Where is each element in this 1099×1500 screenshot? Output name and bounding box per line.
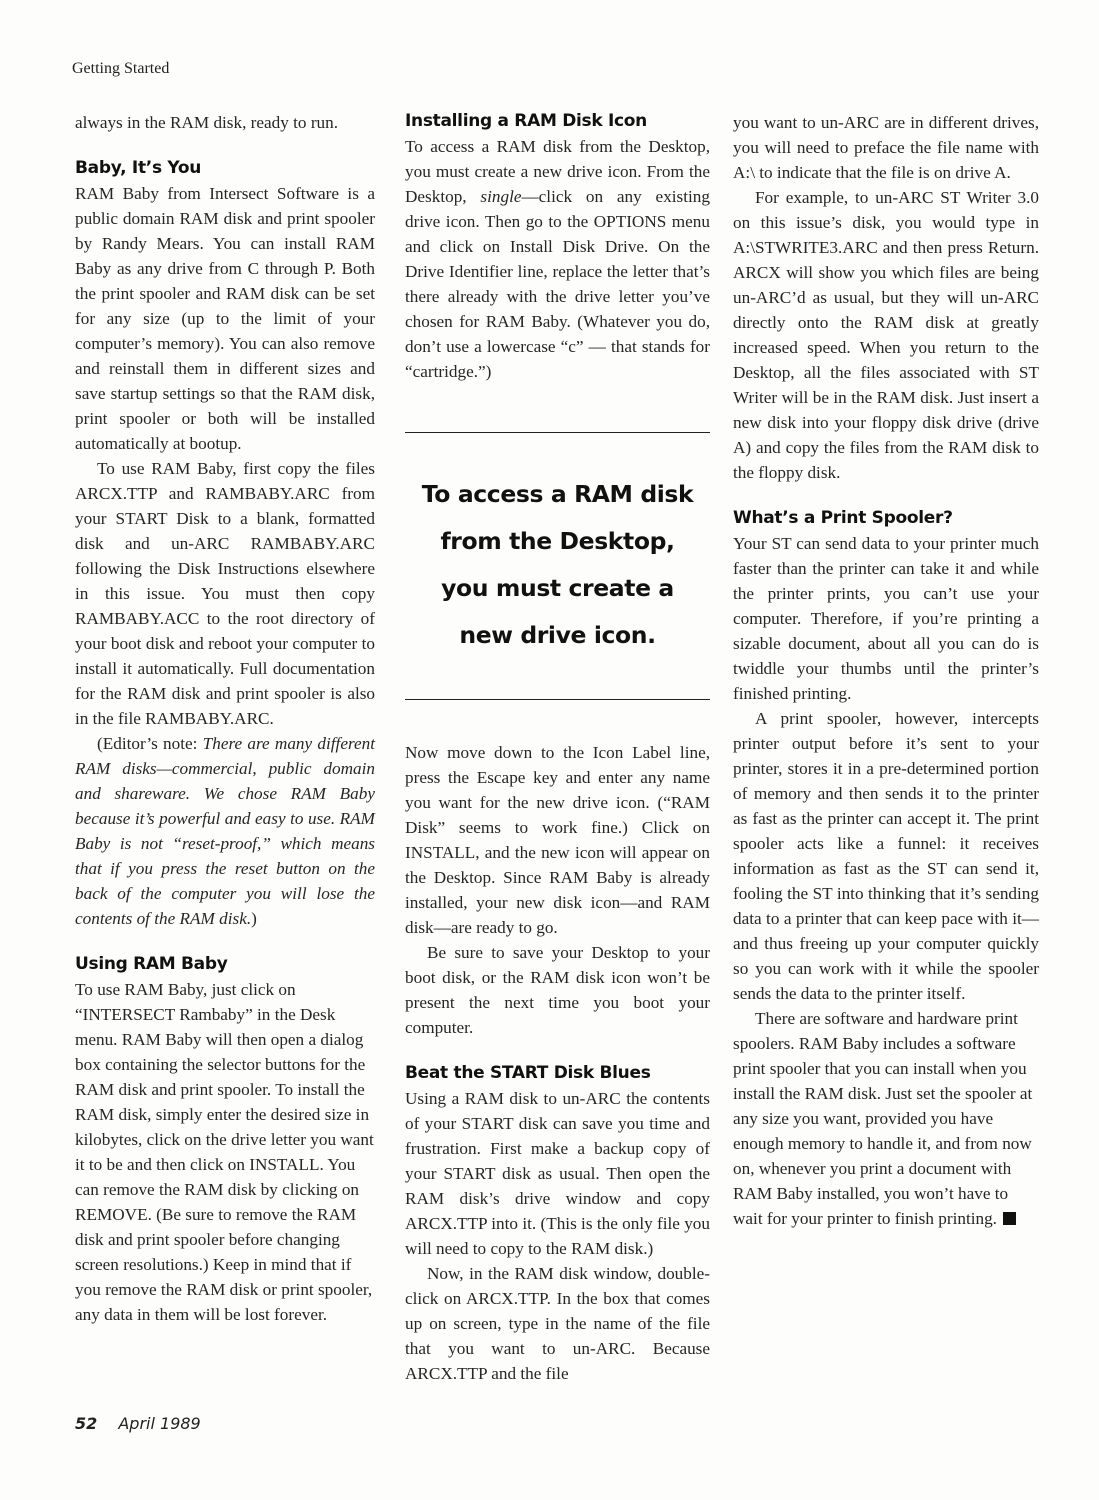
heading-beat-start-disk-blues: Beat the START Disk Blues (405, 1063, 651, 1083)
paragraph: RAM Baby from Intersect Software is a public domain RAM disk and print spooler by Randy Mears. You can install RAM Baby as any drive from C through P. Both the print spooler and RAM disk can be set for any size (up to the limit of your computer’s memory). You can also remove and reinstall them in different sizes and save startup settings so that the RAM disk, print spooler or both will be installed automatically at bootup. (75, 184, 375, 453)
pull-quote-text: To access a RAM disk from the Desktop, you must create a new drive icon. (421, 480, 694, 649)
end-of-article-mark (1003, 1212, 1016, 1225)
pull-quote (405, 432, 710, 700)
text-run-italic: single (480, 187, 522, 206)
paragraph: Now, in the RAM disk window, double-click on ARCX.TTP. In the box that comes up on screen, type in the name of the file that you want to un-ARC. Because ARCX.TTP and the file (405, 1264, 710, 1383)
text-run: There are software and hardware print spoolers. RAM Baby includes a software print spooler that you can install when you install the RAM disk. Just set the spooler at any size you want, provided you have enough memory to handle it, and from now on, whenever you print a document with RAM Baby installed, you won’t have to wait for your printer to finish printing. (733, 1009, 1033, 1228)
editors-note-close: ) (251, 909, 257, 928)
editors-note-body: There are many different RAM disks—commercial, public domain and shareware. We chose RAM Baby because it’s powerful and easy to use. RAM Baby is not “reset-proof,” which means that if you press the reset button on the back of the computer you will lose the contents of the RAM disk. (75, 734, 375, 928)
paragraph: Now move down to the Icon Label line, press the Escape key and enter any name you want for the new drive icon. (“RAM Disk” seems to work fine.) Click on INSTALL, and the new icon will appear on the Desktop. Since RAM Baby is already installed, your new disk icon—and RAM disk—are ready to go. (405, 743, 710, 937)
column-3 (733, 110, 1039, 1231)
closing-paragraph (733, 1006, 1039, 1231)
paragraph: To use RAM Baby, just click on “INTERSECT Rambaby” in the Desk menu. RAM Baby will then open a dialog box containing the selector buttons for the RAM disk and print spooler. To install the RAM disk, simply enter the desired size in kilobytes, click on the drive letter you want it to be and then click on INSTALL. You can remove the RAM disk by clicking on REMOVE. (Be sure to remove the RAM disk and print spooler before changing screen resolutions.) Keep in mind that if you remove the RAM disk or print spooler, any data in them will be lost forever. (75, 980, 374, 1324)
folio (75, 1414, 201, 1433)
issue-date: April 1989 (118, 1414, 201, 1433)
paragraph (405, 134, 710, 384)
paragraph: you want to un-ARC are in different drives, you will need to preface the file name with A:\ to indicate that the file is on drive A. (733, 113, 1039, 182)
paragraph: Using a RAM disk to un-ARC the contents of your START disk can save you time and frustration. First make a backup copy of your START disk as usual. Then open the RAM disk’s drive window and copy ARCX.TTP into it. (This is the only file you will need to copy to the RAM disk.) (405, 1089, 710, 1258)
page-number: 52 (75, 1414, 98, 1433)
paragraph: For example, to un-ARC ST Writer 3.0 on this issue’s disk, you would type in A:\STWRITE3.ARC and then press Return. ARCX will show you which files are being un-ARC’d as usual, but they will un-ARC directly onto the RAM disk at greatly increased speed. When you return to the Desktop, all the files associated with ST Writer will be in the RAM disk. Just insert a new disk into your floppy disk drive (drive A) and copy the files from the RAM disk to the floppy disk. (733, 188, 1039, 482)
heading-installing-icon: Installing a RAM Disk Icon (405, 111, 647, 131)
paragraph: always in the RAM disk, ready to run. (75, 113, 339, 132)
paragraph: To use RAM Baby, first copy the files ARCX.TTP and RAMBABY.ARC from your START Disk to a blank, formatted disk and un-ARC RAMBABY.ARC following the Disk Instructions elsewhere in this issue. You must then copy RAMBABY.ACC to the root directory of your boot disk and reboot your computer to install it automatically. Full documentation for the RAM disk and print spooler is also in the file RAMBABY.ARC. (75, 459, 375, 728)
column-2 (405, 110, 710, 1386)
running-head: Getting Started (72, 60, 170, 77)
text-run: To access a RAM disk from the Desktop, you must create a new drive icon. From the Desktop, (405, 137, 710, 206)
heading-print-spooler: What’s a Print Spooler? (733, 508, 953, 528)
editors-note-lead: (Editor’s note: (97, 734, 203, 753)
column-1 (75, 110, 375, 1327)
text-run: —click on any existing drive icon. Then go to the OPTIONS menu and click on Install Disk Drive. On the Drive Identifier line, replace the letter that’s there already with the drive letter you’ve chosen for RAM Baby. (Whatever you do, don’t use a lowercase “c” — that stands for “cartridge.”) (405, 187, 710, 381)
paragraph: A print spooler, however, intercepts printer output before it’s sent to your printer, stores it in a pre-determined portion of memory and then sends it to the printer as fast as the printer can accept it. The print spooler acts like a funnel: it receives information as fast as the ST can send it, fooling the ST into thinking that it’s sending data to a printer that can keep pace with it—and thus freeing up your computer quickly so you can work with it while the spooler sends the data to the printer itself. (733, 709, 1039, 1003)
heading-using-ram-baby: Using RAM Baby (75, 954, 228, 974)
heading-baby-its-you: Baby, It’s You (75, 158, 202, 178)
paragraph: Your ST can send data to your printer much faster than the printer can take it and while the printer prints, you can’t use your computer. Therefore, if you’re printing a sizable document, about all you can do is twiddle your thumbs until the printer’s finished printing. (733, 534, 1039, 703)
paragraph: Be sure to save your Desktop to your boot disk, or the RAM disk icon won’t be present the next time you boot your computer. (405, 943, 710, 1037)
editors-note (75, 731, 375, 931)
